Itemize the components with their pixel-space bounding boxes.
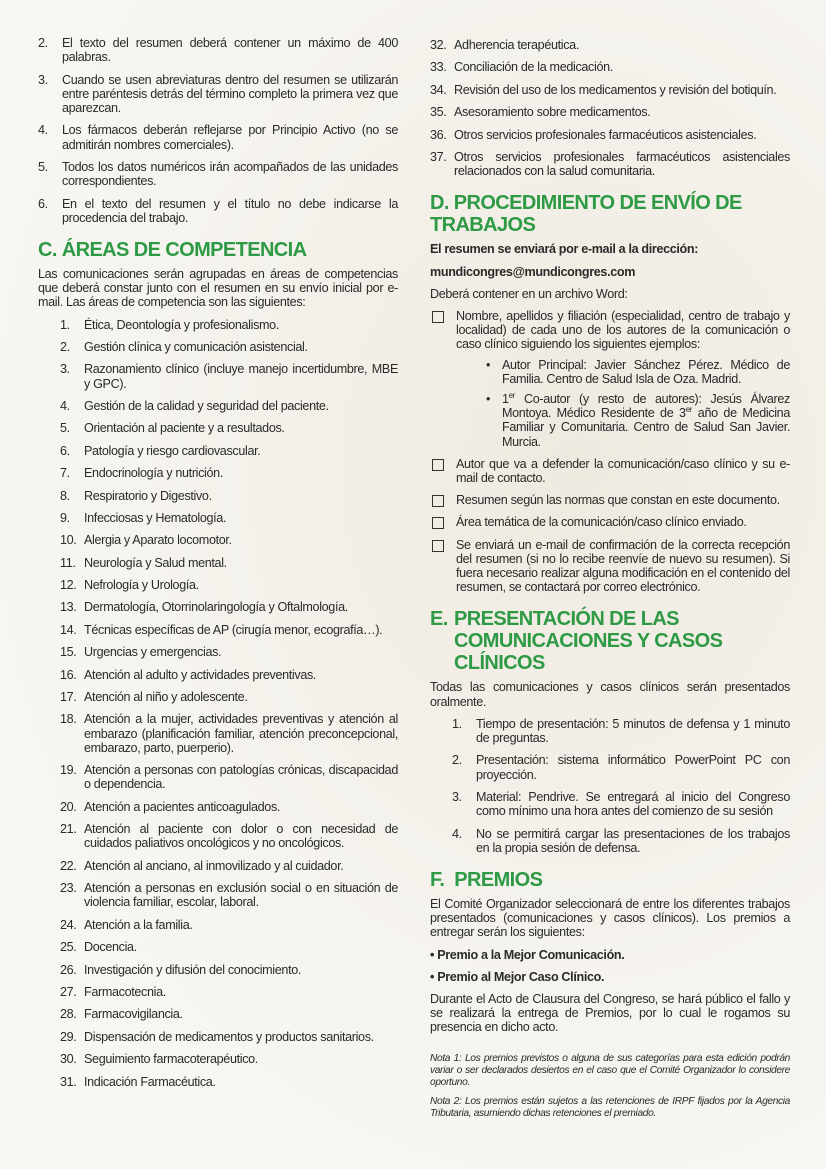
list-item (38, 578, 398, 592)
checkbox-icon (432, 459, 444, 471)
item-number: 15. (60, 645, 77, 660)
item-number: 34. (430, 82, 447, 97)
list-item (38, 800, 398, 814)
checklist-item (430, 515, 790, 529)
item-text: Tiempo de presentación: 5 minutos de defensa y 1 minuto de preguntas. (476, 716, 790, 746)
item-number: 31. (60, 1074, 77, 1089)
list-item (430, 827, 790, 855)
checklist-item (430, 493, 790, 507)
item-text: Adherencia terapéutica. (454, 38, 579, 52)
section-e-title: E. PRESENTACIÓN DE LAS COMUNICACIONES Y CASOS CLÍNICOS (430, 608, 723, 675)
item-number: 14. (60, 622, 77, 637)
item-number: 30. (60, 1052, 77, 1067)
item-number: 4. (60, 398, 70, 413)
item-number: 16. (60, 667, 77, 682)
list-item (38, 511, 398, 525)
item-text: Gestión de la calidad y seguridad del paciente. (84, 398, 329, 413)
list-item (38, 444, 398, 458)
item-text: Dispensación de medicamentos y productos sanitarios. (84, 1029, 374, 1044)
item-text: Patología y riesgo cardiovascular. (84, 443, 261, 458)
item-number: 2. (452, 753, 462, 768)
prize-item: • Premio a la Mejor Comunicación. (430, 947, 625, 962)
list-item (38, 36, 398, 64)
item-text: Indicación Farmacéutica. (84, 1074, 216, 1089)
item-number: 6. (60, 443, 70, 458)
checklist-text: Nombre, apellidos y filiación (especialidad, centro de trabajo y localidad) de cada uno de los autores de la comunicación o caso clínico siguiendo los siguientes ejemplos: (456, 308, 790, 352)
item-number: 22. (60, 858, 77, 873)
abstract-rules-list (38, 36, 398, 225)
item-text: Atención a personas en exclusión social o en situación de violencia familiar, escolar, laboral. (84, 881, 398, 910)
item-number: 2. (60, 339, 70, 354)
item-number: 29. (60, 1029, 77, 1044)
item-text: Atención a la mujer, actividades preventivas y atención al embarazo (planificación familiar, atención preconcepcional, embarazo, parto, puerperio). (84, 712, 398, 755)
item-number: 24. (60, 917, 77, 932)
checklist-text: Se enviará un e-mail de confirmación de la correcta recepción del resumen (si no lo recibe reenvíe de nuevo su resumen). Si fuera necesario realizar alguna modificación en el contenido del resumen, se contactará por correo electrónico. (456, 537, 790, 595)
item-number: 17. (60, 690, 77, 705)
list-item (38, 1030, 398, 1044)
item-number: 21. (60, 822, 77, 837)
list-item (430, 790, 790, 818)
list-item (38, 1075, 398, 1089)
list-item (38, 690, 398, 704)
note-1: Nota 1: Los premios previstos o alguna de sus categorías para esta edición podrán variar o ser declarados desiertos en el caso que el Comité Organizador lo considere oportuno. (430, 1052, 790, 1089)
item-number: 33. (430, 60, 447, 75)
list-item (38, 963, 398, 977)
item-number: 26. (60, 962, 77, 977)
item-number: 25. (60, 940, 77, 955)
item-text: Atención a personas con patologías crónicas, discapacidad o dependencia. (84, 763, 398, 792)
note-2: Nota 2: Los premios están sujetos a las retenciones de IRPF fijados por la Agencia Tributaria, asumiendo dichas retenciones el premiado. (430, 1095, 790, 1120)
item-text: En el texto del resumen y el título no debe indicarse la procedencia del trabajo. (62, 196, 398, 225)
list-item (38, 421, 398, 435)
list-item (408, 83, 790, 97)
item-text: Asesoramiento sobre medicamentos. (454, 105, 651, 120)
item-text: Neurología y Salud mental. (84, 555, 227, 570)
list-item (38, 556, 398, 570)
item-number: 1. (60, 317, 70, 332)
item-number: 1. (452, 716, 462, 731)
list-item (38, 489, 398, 503)
section-e-intro: Todas las comunicaciones y casos clínicos serán presentados oralmente. (430, 680, 790, 709)
list-item (430, 717, 790, 745)
list-item (38, 160, 398, 188)
competency-areas-list (38, 318, 398, 1089)
item-text: Gestión clínica y comunicación asistencial. (84, 339, 308, 354)
checklist (430, 457, 790, 595)
send-label: El resumen se enviará por e-mail a la dirección: (430, 242, 699, 257)
item-number: 4. (38, 123, 48, 138)
list-item (38, 645, 398, 659)
item-text: Material: Pendrive. Se entregará al inicio del Congreso como mínimo una hora antes del comienzo de su sesión (476, 790, 790, 819)
checkbox-icon (432, 495, 444, 507)
item-number: 28. (60, 1007, 77, 1022)
section-f-closing: Durante el Acto de Clausura del Congreso, se hará público el fallo y se realizará la entrega de Premios, por lo cual le rogamos su presencia en dicho acto. (430, 992, 790, 1035)
list-item (38, 466, 398, 480)
section-d-title: D. PROCEDIMIENTO DE ENVÍO DE TRABAJOS (430, 192, 742, 237)
item-text: Atención al adulto y actividades preventivas. (84, 667, 317, 682)
list-item (430, 753, 790, 781)
item-text: Orientación al paciente y a resultados. (84, 421, 285, 436)
example-bullet: • 1er Co-autor (y resto de autores): Jesús Álvarez Montoya. Médico Residente de 3er año de Medicina Familiar y Comunitaria. Centro de Salud San Javier. Murcia. (486, 390, 790, 449)
item-number: 32. (430, 38, 447, 52)
list-item (38, 318, 398, 332)
left-column (38, 36, 398, 1097)
item-text: Razonamiento clínico (incluye manejo incertidumbre, MBE y GPC). (84, 362, 398, 391)
item-number: 20. (60, 799, 77, 814)
checklist-item (430, 309, 790, 449)
section-c-intro: Las comunicaciones serán agrupadas en áreas de competencias que deberá constar junto con el resumen en su envío inicial por e-mail. Las áreas de competencia son las siguientes: (38, 266, 398, 310)
list-item (38, 600, 398, 614)
item-text: Revisión del uso de los medicamentos y revisión del botiquín. (454, 82, 777, 97)
item-number: 23. (60, 881, 77, 896)
item-text: Otros servicios profesionales farmacéuticos asistenciales relacionados con la salud comunitaria. (454, 149, 790, 179)
checkbox-icon (432, 311, 444, 323)
item-text: Respiratorio y Digestivo. (84, 488, 212, 503)
item-text: Conciliación de la medicación. (454, 60, 613, 75)
item-text: Todos los datos numéricos irán acompañados de las unidades correspondientes. (62, 159, 398, 189)
list-item (408, 38, 790, 52)
item-text: Los fármacos deberán reflejarse por Principio Activo (no se admitirán nombres comerciales). (62, 123, 398, 152)
item-text: Infecciosas y Hematología. (84, 510, 227, 525)
item-number: 10. (60, 533, 77, 548)
list-item (38, 940, 398, 954)
list-item (38, 985, 398, 999)
list-item (38, 123, 398, 151)
item-text: Atención a la familia. (84, 917, 193, 932)
word-label: Deberá contener en un archivo Word: (430, 286, 628, 301)
item-text: Seguimiento farmacoterapéutico. (84, 1052, 258, 1067)
item-text: Otros servicios profesionales farmacéuticos asistenciales. (454, 127, 757, 142)
item-number: 19. (60, 763, 77, 778)
list-item (38, 73, 398, 116)
list-item (38, 881, 398, 909)
item-number: 5. (60, 421, 70, 436)
checklist-text: Resumen según las normas que constan en este documento. (456, 493, 780, 508)
list-item (38, 668, 398, 682)
item-number: 11. (60, 555, 76, 570)
list-item (38, 533, 398, 547)
checkbox-icon (432, 540, 444, 552)
list-item (38, 859, 398, 873)
item-text: El texto del resumen deberá contener un máximo de 400 palabras. (62, 36, 398, 65)
list-item (408, 128, 790, 142)
checklist-text: Área temática de la comunicación/caso clínico enviado. (456, 515, 747, 530)
item-number: 13. (60, 600, 77, 615)
item-text: Atención al anciano, al inmovilizado y al cuidador. (84, 858, 344, 873)
item-text: Urgencias y emergencias. (84, 645, 222, 660)
item-text: Ética, Deontología y profesionalismo. (84, 317, 279, 332)
item-number: 6. (38, 196, 48, 211)
item-number: 2. (38, 36, 48, 50)
item-number: 5. (38, 159, 48, 174)
list-item (38, 1052, 398, 1066)
item-number: 36. (430, 127, 447, 142)
item-number: 3. (38, 72, 48, 87)
list-item (38, 340, 398, 354)
checklist-item (430, 538, 790, 595)
section-f-title: F. PREMIOS (430, 869, 543, 892)
item-number: 7. (60, 466, 70, 481)
list-item (38, 712, 398, 755)
list-item (38, 623, 398, 637)
list-item (38, 1007, 398, 1021)
example-bullet: • Autor Principal: Javier Sánchez Pérez. Médico de Familia. Centro de Salud Isla de Oza. Madrid. (486, 357, 790, 386)
item-number: 9. (60, 510, 70, 525)
competency-areas-list-cont (408, 38, 790, 178)
item-text: Farmacotecnia. (84, 984, 166, 999)
item-text: No se permitirá cargar las presentaciones de los trabajos en la propia sesión de defensa. (476, 826, 790, 855)
item-text: Atención al niño y adolescente. (84, 690, 248, 705)
checklist-item (430, 457, 790, 485)
email-address[interactable]: mundicongres@mundicongres.com (430, 264, 636, 279)
item-text: Atención al paciente con dolor o con necesidad de cuidados paliativos oncológicos y no oncológicos. (84, 822, 398, 851)
checklist-text: Autor que va a defender la comunicación/caso clínico y su e-mail de contacto. (456, 456, 790, 485)
list-item (408, 105, 790, 119)
list-item (38, 197, 398, 225)
section-f-intro: El Comité Organizador seleccionará de entre los diferentes trabajos presentados (comunicaciones y casos clínicos). Los premios a entregar serán los siguientes: (430, 897, 790, 940)
presentation-rules-list (430, 717, 790, 855)
section-c-title: C. ÁREAS DE COMPETENCIA (38, 238, 307, 261)
item-text: Farmacovigilancia. (84, 1007, 183, 1022)
item-text: Técnicas específicas de AP (cirugía menor, ecografía…). (84, 622, 383, 637)
item-text: Presentación: sistema informático PowerPoint PC con proyección. (476, 753, 790, 782)
item-number: 37. (430, 149, 447, 164)
item-number: 3. (60, 362, 70, 377)
item-text: Investigación y difusión del conocimiento. (84, 962, 302, 977)
list-item (38, 362, 398, 390)
item-number: 3. (452, 790, 462, 805)
item-number: 8. (60, 488, 70, 503)
item-text: Alergia y Aparato locomotor. (84, 533, 232, 548)
item-text: Dermatología, Otorrinolaringología y Oftalmología. (84, 600, 348, 615)
list-item (38, 918, 398, 932)
right-column (430, 38, 790, 1127)
item-number: 35. (430, 105, 447, 120)
list-item (38, 822, 398, 850)
item-text: Docencia. (84, 940, 137, 955)
item-text: Atención a pacientes anticoagulados. (84, 799, 281, 814)
item-number: 18. (60, 712, 77, 727)
item-text: Cuando se usen abreviaturas dentro del resumen se utilizarán entre paréntesis detrás del término completo la primera vez que aparezcan. (62, 72, 398, 115)
item-text: Nefrología y Urología. (84, 578, 199, 593)
list-item (408, 150, 790, 178)
item-number: 4. (452, 826, 462, 841)
item-number: 12. (60, 578, 77, 593)
prize-item: • Premio al Mejor Caso Clínico. (430, 969, 605, 984)
item-text: Endocrinología y nutrición. (84, 466, 223, 481)
checkbox-icon (432, 517, 444, 529)
list-item (38, 399, 398, 413)
list-item (38, 763, 398, 791)
item-number: 27. (60, 984, 77, 999)
list-item (408, 60, 790, 74)
